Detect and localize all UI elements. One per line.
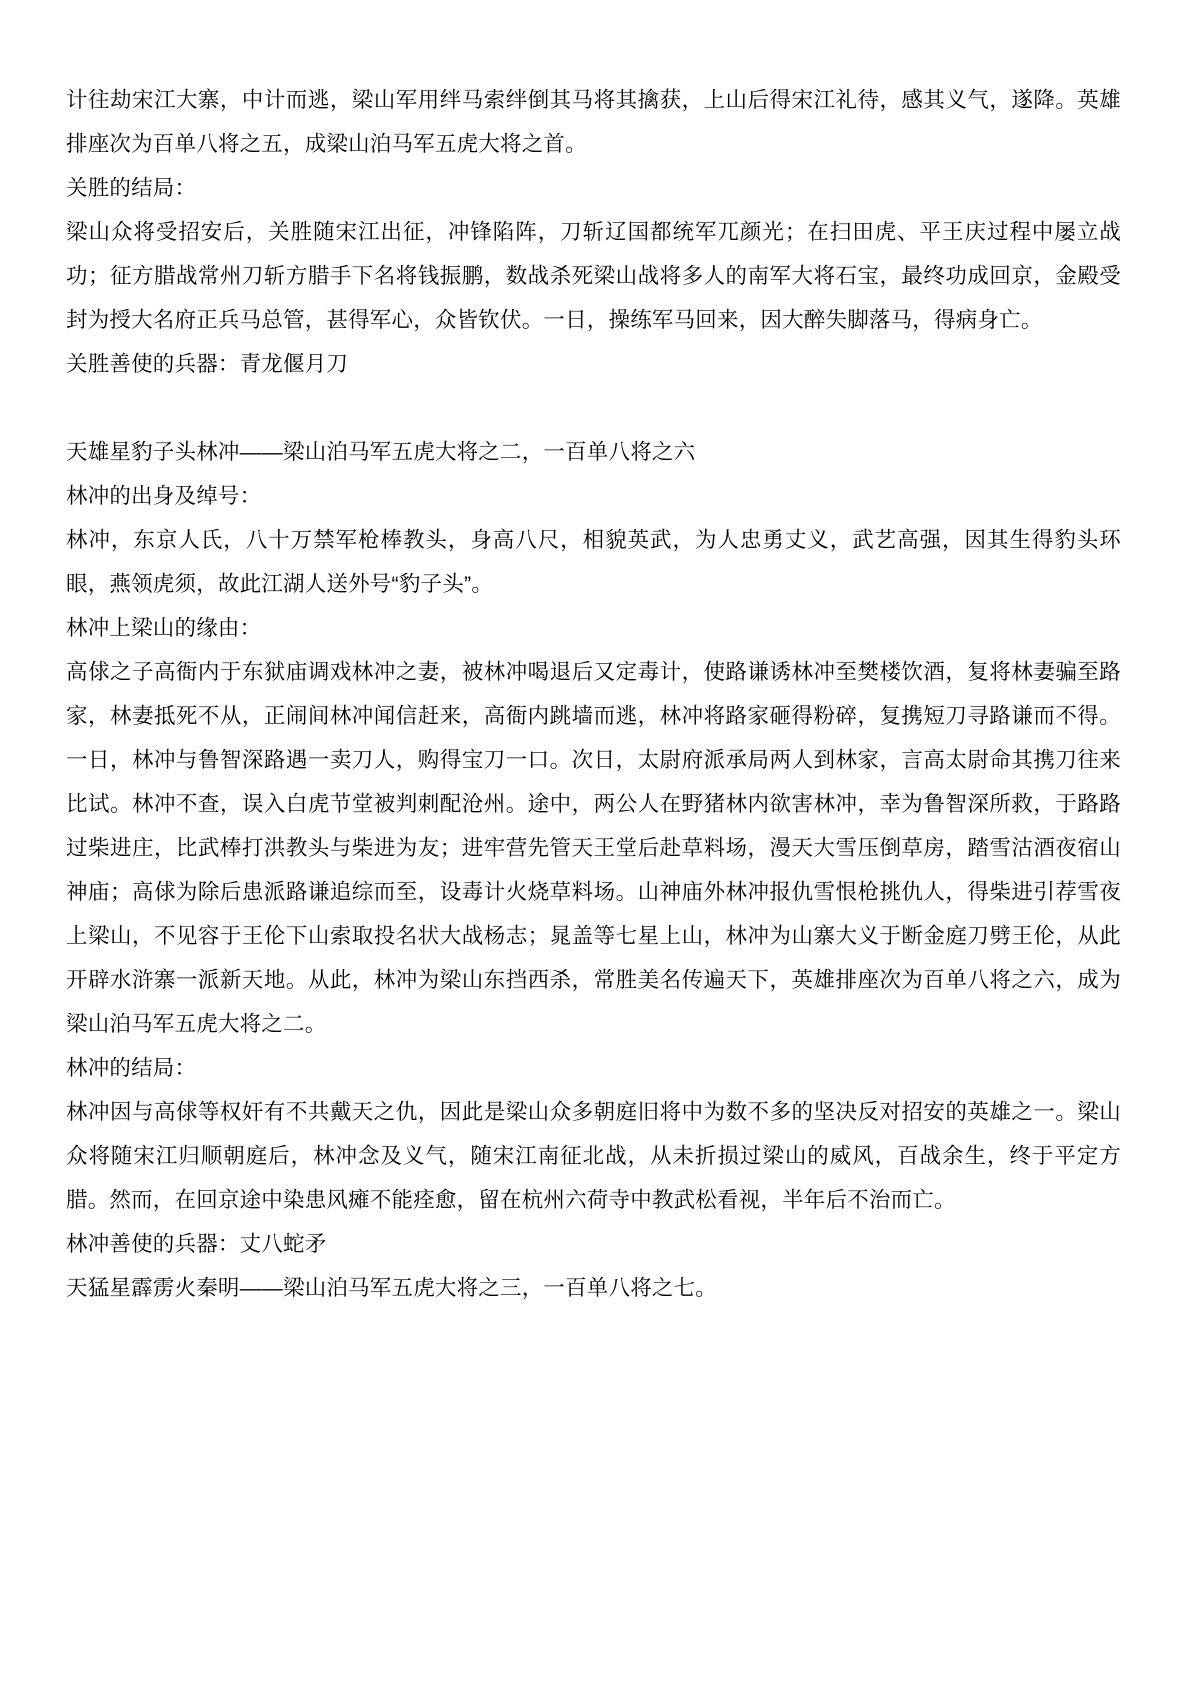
heading-linchong-reason: 林冲上梁山的缘由： bbox=[66, 616, 262, 640]
paragraph-linchong-origin: 林冲，东京人氏，八十万禁军枪棒教头，身高八尺，相貌英武，为人忠勇丈义，武艺高强，因其生得豹头环眼，燕领虎须，故此江湖人送外号“豹子头”。 bbox=[66, 528, 1121, 596]
paragraph-guansheng-weapon: 关胜善使的兵器：青龙偃月刀 bbox=[66, 352, 349, 376]
heading-guansheng-ending: 关胜的结局： bbox=[66, 176, 197, 200]
paragraph-spacer bbox=[66, 386, 1121, 430]
document-body bbox=[66, 78, 1121, 1310]
heading-linchong-title: 天雄星豹子头林冲——梁山泊马军五虎大将之二，一百单八将之六 bbox=[66, 440, 696, 464]
paragraph-linchong-reason: 高俅之子高衙内于东狱庙调戏林冲之妻，被林冲喝退后又定毒计，使路谦诱林冲至樊楼饮酒，复将林妻骗至路家，林妻抵死不从，正闹间林冲闻信赶来，高衙内跳墙而逃，林冲将路家砸得粉碎，复携短刀寻路谦而不得。一日，林冲与鲁智深路遇一卖刀人，购得宝刀一口。次日，太尉府派承局两人到林家，言高太尉命其携刀往来比试。林冲不查，误入白虎节堂被判刺配沧州。途中，两公人在野猪林内欲害林冲，幸为鲁智深所救，于路路过柴进庄，比武棒打洪教头与柴进为友；进牢营先管天王堂后赴草料场，漫天大雪压倒草房，踏雪沽酒夜宿山神庙；高俅为除后患派路谦追综而至，设毒计火烧草料场。山神庙外林冲报仇雪恨枪挑仇人，得柴进引荐雪夜上梁山，不见容于王伦下山索取投名状大战杨志；晁盖等七星上山，林冲为山寨大义于断金庭刀劈王伦，从此开辟水浒寨一派新天地。从此，林冲为梁山东挡西杀，常胜美名传遍天下，英雄排座次为百单八将之六，成为梁山泊马军五虎大将之二。 bbox=[66, 660, 1121, 1036]
paragraph-linchong-weapon: 林冲善使的兵器：丈八蛇矛 bbox=[66, 1232, 327, 1256]
heading-qinming-title: 天猛星霹雳火秦明——梁山泊马军五虎大将之三，一百单八将之七。 bbox=[66, 1276, 718, 1300]
heading-linchong-ending: 林冲的结局： bbox=[66, 1056, 197, 1080]
paragraph-guansheng-ending: 梁山众将受招安后，关胜随宋江出征，冲锋陷阵，刀斩辽国都统军兀颜光；在扫田虎、平王庆过程中屡立战功；征方腊战常州刀斩方腊手下名将钱振鹏，数战杀死梁山战将多人的南军大将石宝，最终功成回京，金殿受封为授大名府正兵马总管，甚得军心，众皆钦伏。一日，操练军马回来，因大醉失脚落马，得病身亡。 bbox=[66, 220, 1121, 332]
paragraph-linchong-ending: 林冲因与高俅等权奸有不共戴天之仇，因此是梁山众多朝庭旧将中为数不多的坚决反对招安的英雄之一。梁山众将随宋江归顺朝庭后，林冲念及义气，随宋江南征北战，从未折损过梁山的威风，百战余生，终于平定方腊。然而，在回京途中染患风瘫不能痊愈，留在杭州六荷寺中教武松看视，半年后不治而亡。 bbox=[66, 1100, 1121, 1212]
heading-linchong-origin: 林冲的出身及绰号： bbox=[66, 484, 262, 508]
paragraph-guansheng-capture: 计往劫宋江大寨，中计而逃，梁山军用绊马索绊倒其马将其擒获，上山后得宋江礼待，感其义气，遂降。英雄排座次为百单八将之五，成梁山泊马军五虎大将之首。 bbox=[66, 88, 1121, 156]
